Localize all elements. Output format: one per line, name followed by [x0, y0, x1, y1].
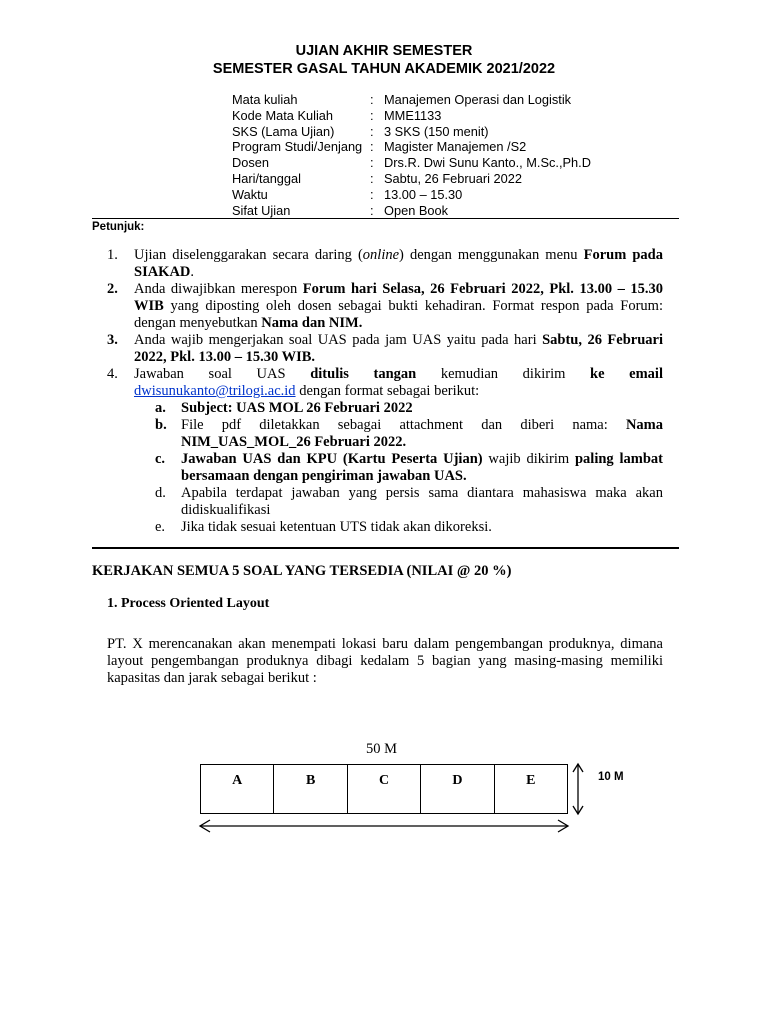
info-label: Program Studi/Jenjang: [232, 139, 363, 155]
info-label: Dosen: [232, 155, 269, 171]
instruction-number: 2.: [107, 281, 118, 297]
info-colon: :: [370, 155, 374, 171]
width-arrow: [200, 820, 568, 832]
info-label: Waktu: [232, 186, 268, 202]
info-value: Magister Manajemen /S2: [384, 139, 527, 155]
instruction-text: Anda diwajibkan merespon: [134, 281, 303, 297]
layout-section-e: E: [526, 773, 536, 788]
exam-title: UJIAN AKHIR SEMESTER: [295, 43, 473, 59]
info-value: Open Book: [384, 202, 449, 218]
instruction-text: ) dengan menggunakan menu: [399, 247, 584, 263]
info-colon: :: [370, 107, 374, 123]
info-label: Mata kuliah: [232, 92, 298, 107]
instruction-text: online: [362, 247, 400, 263]
info-colon: :: [370, 123, 374, 139]
instruction-text: Sabtu, 26 Februari 2022, Pkl. 13.00 – 15.30 WIB.: [134, 332, 663, 365]
question-body: PT. X merencanakan akan menempati lokasi baru dalam pengembangan produknya, dimana layout pengembangan produknya dibagi kedalam 5 bagian yang masing-masing memiliki kapasitas dan jarak sebagai berikut :: [107, 636, 663, 686]
info-value: Manajemen Operasi dan Logistik: [384, 92, 572, 107]
subitem-text: File pdf diletakkan sebagai attachment dan diberi nama:: [181, 417, 626, 433]
layout-section-a: A: [201, 765, 274, 813]
subitem-text: Apabila terdapat jawaban yang persis sama diantara mahasiswa maka akan didiskualifikasi: [181, 485, 663, 518]
exam-subtitle: SEMESTER GASAL TAHUN AKADEMIK 2021/2022: [212, 61, 556, 77]
layout-section-b: B: [274, 765, 347, 813]
info-label: SKS (Lama Ujian): [232, 123, 335, 139]
subitem-letter: e.: [155, 519, 166, 535]
subitem-text: wajib dikirim: [482, 451, 575, 467]
info-colon: :: [370, 92, 374, 107]
info-value: 3 SKS (150 menit): [384, 123, 489, 139]
info-label: Sifat Ujian: [232, 202, 291, 218]
instruction-text: yang diposting oleh dosen sebagai bukti kehadiran. Format respon pada Forum: dengan menyebutkan: [134, 298, 663, 331]
info-value: Drs.R. Dwi Sunu Kanto., M.Sc.,Ph.D: [384, 155, 591, 171]
info-colon: :: [370, 139, 374, 155]
info-colon: :: [370, 202, 374, 218]
instruction-text: ke email: [590, 366, 663, 382]
email-link[interactable]: dwisunukanto@trilogi.ac.id: [134, 383, 296, 399]
layout-height-label: 10 M: [598, 771, 624, 783]
subitem-letter: c.: [155, 451, 166, 467]
info-value: MME1133: [384, 107, 442, 123]
instruction-text: dengan format sebagai berikut:: [295, 383, 480, 399]
subitem-text: paling lambat bersamaan dengan pengiriman jawaban UAS.: [181, 451, 663, 484]
subitem-letter: a.: [155, 400, 166, 416]
instruction-number: 3.: [107, 332, 118, 348]
subitem-letter: d.: [155, 485, 166, 501]
question-title: 1. Process Oriented Layout: [107, 596, 270, 611]
info-colon: :: [370, 186, 374, 202]
instruction-text: ditulis tangan: [310, 366, 417, 382]
instructions-label: Petunjuk:: [92, 221, 145, 233]
subitem-text: Jawaban UAS dan KPU (Kartu Peserta Ujian): [181, 451, 483, 467]
info-colon: :: [370, 170, 374, 186]
instruction-number: 4.: [107, 366, 118, 382]
section-heading: KERJAKAN SEMUA 5 SOAL YANG TERSEDIA (NILAI @ 20 %): [92, 563, 512, 579]
instruction-number: 1.: [107, 247, 118, 263]
info-value: 13.00 – 15.30: [384, 186, 463, 202]
instruction-text: kemudian dikirim: [416, 366, 591, 382]
subitem-letter: b.: [155, 417, 167, 433]
height-arrow: [573, 764, 583, 814]
instruction-text: Forum hari Selasa, 26 Februari 2022, Pkl. 13.00 – 15.30 WIB: [134, 281, 663, 314]
layout-section-d: D: [421, 765, 494, 813]
layout-width-label: 50 M: [366, 741, 398, 757]
subitem-text: Nama NIM_UAS_MOL_26 Februari 2022.: [181, 417, 663, 450]
subitem-text: Subject: UAS MOL 26 Februari 2022: [181, 400, 413, 416]
instruction-text: Forum pada SIAKAD: [134, 247, 663, 280]
info-value: Sabtu, 26 Februari 2022: [384, 170, 523, 186]
info-label: Hari/tanggal: [232, 170, 302, 186]
layout-section-c: C: [348, 765, 421, 813]
subitem-text: Jika tidak sesuai ketentuan UTS tidak akan dikoreksi.: [181, 519, 492, 535]
instruction-text: Anda wajib mengerjakan soal UAS pada jam UAS yaitu pada hari: [134, 332, 543, 348]
instruction-text: .: [190, 264, 195, 280]
instruction-text: Jawaban soal UAS: [134, 366, 311, 382]
info-label: Kode Mata Kuliah: [232, 107, 334, 123]
instruction-text: Nama dan NIM.: [261, 315, 363, 331]
instruction-text: Ujian diselenggarakan secara daring (: [134, 247, 363, 263]
